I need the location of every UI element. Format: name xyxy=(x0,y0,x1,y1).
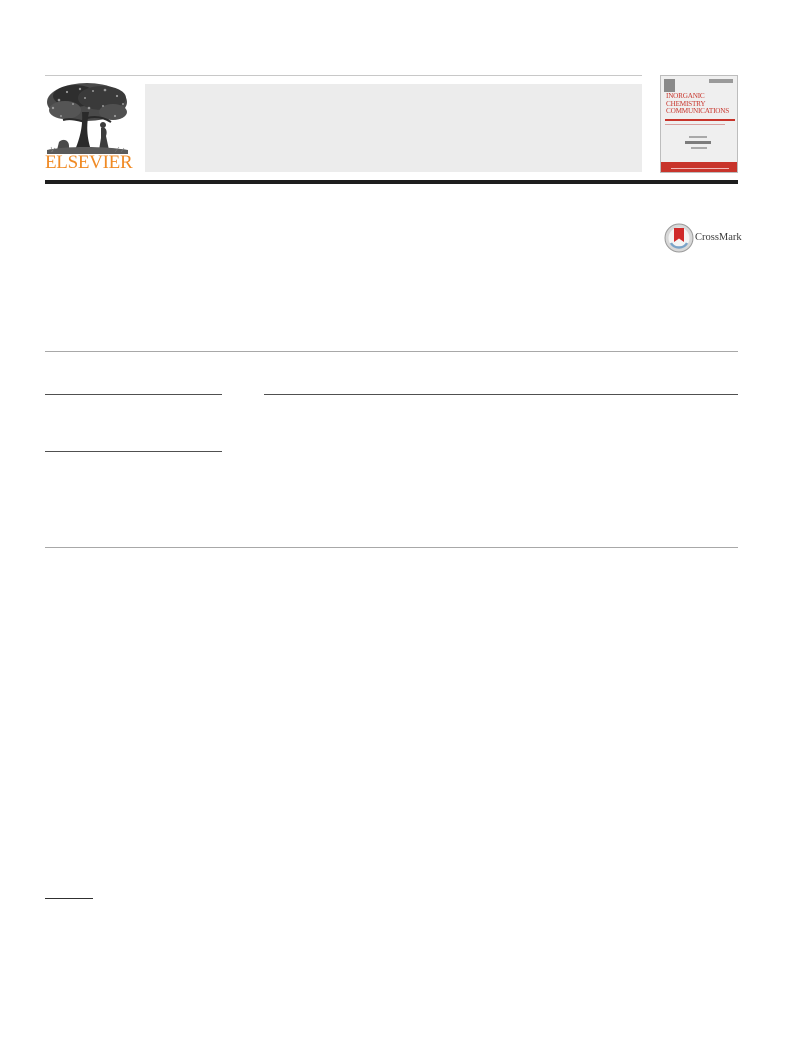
crossmark-icon xyxy=(664,223,694,253)
journal-header-band xyxy=(145,84,642,172)
abstract-bottom-rule xyxy=(45,547,738,548)
cover-footer-band xyxy=(661,162,738,172)
title-block-bottom-rule xyxy=(45,351,738,352)
footnote-rule xyxy=(45,898,93,899)
cover-issn-mark xyxy=(709,79,733,83)
cover-text-line xyxy=(691,147,707,149)
header-top-rule xyxy=(45,75,642,76)
cover-subtitle-line xyxy=(665,124,725,125)
publisher-name: ELSEVIER xyxy=(45,152,133,173)
article-info-top-rule xyxy=(45,394,222,395)
cover-footer-text-line xyxy=(671,168,729,169)
abstract-top-rule xyxy=(264,394,738,395)
keywords-top-rule xyxy=(45,451,222,452)
cover-publisher-mark xyxy=(664,79,675,92)
cover-rule xyxy=(665,119,735,121)
publisher-logo xyxy=(45,82,133,174)
cover-text-line xyxy=(689,136,707,138)
crossmark-badge[interactable] xyxy=(664,223,740,253)
crossmark-label: CrossMark xyxy=(695,232,742,243)
journal-cover-thumbnail[interactable] xyxy=(660,75,738,173)
cover-text-line xyxy=(685,141,711,144)
header-bottom-rule xyxy=(45,180,738,184)
cover-journal-title: INORGANIC CHEMISTRY COMMUNICATIONS xyxy=(666,92,730,116)
elsevier-tree-icon xyxy=(45,82,130,154)
